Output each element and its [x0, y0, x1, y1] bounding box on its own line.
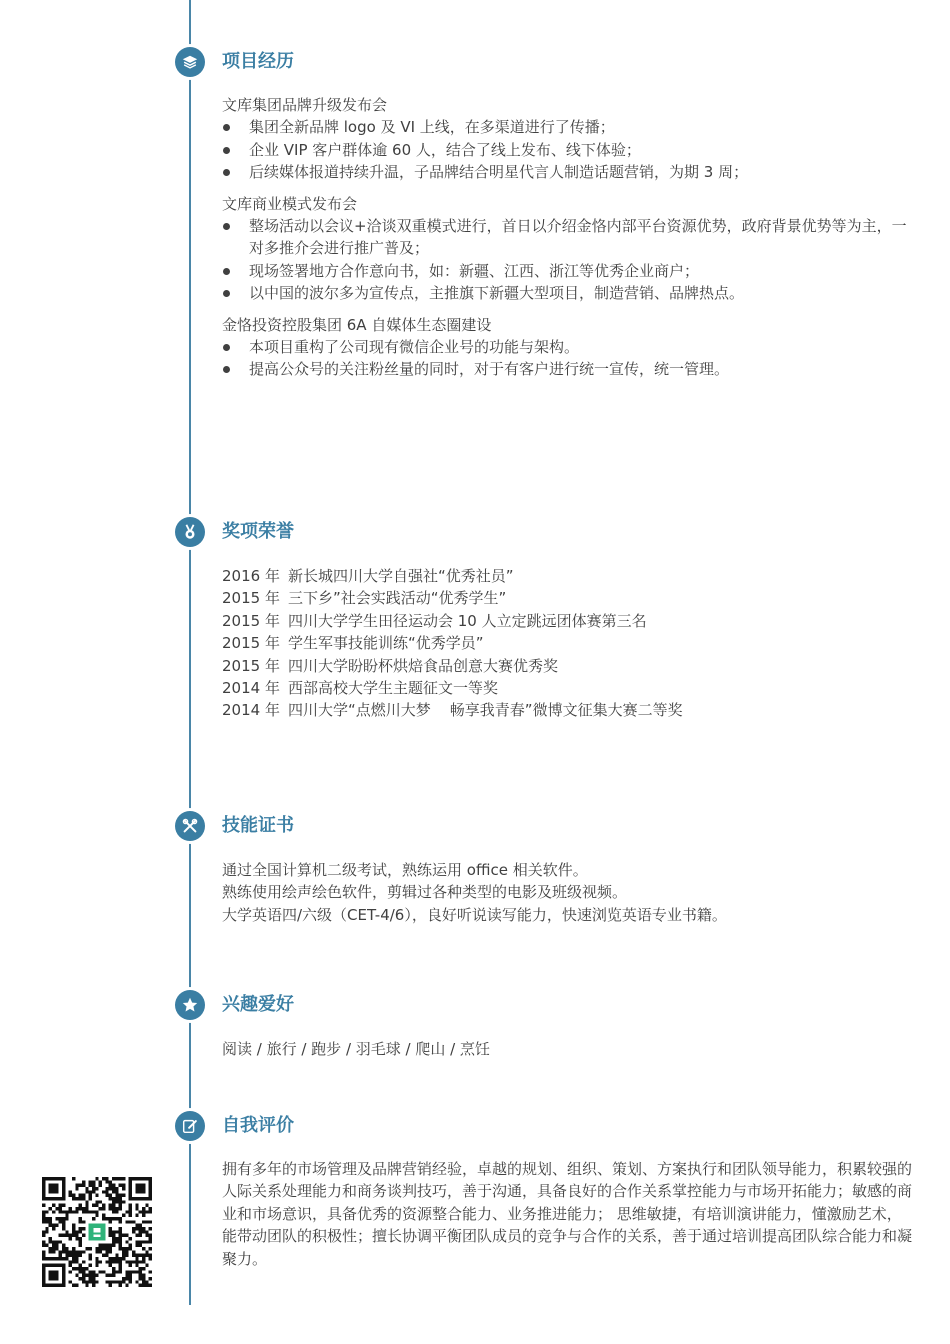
timeline-line [189, 0, 191, 1305]
section-title: 自我评价 [222, 1115, 294, 1136]
project-title: 文库集团品牌升级发布会 [222, 96, 388, 114]
award-year: 2016 年 [222, 567, 280, 585]
project-bullets [222, 215, 912, 305]
award-text: 四川大学学生田径运动会 10 人立定跳远团体赛第三名 [287, 611, 647, 630]
award-text: 四川大学盼盼杯烘焙食品创意大赛优秀奖 [287, 656, 558, 675]
self-eval-text [222, 1158, 912, 1270]
awards-list [222, 565, 912, 722]
bullet-item: 本项目重构了公司现有微信企业号的功能与架构。 [222, 336, 912, 358]
bullet-item: 以中国的波尔多为宣传点，主推旗下新疆大型项目，制造营销、品牌热点。 [222, 282, 912, 304]
bullet-item: 现场签署地方合作意向书，如：新疆、江西、浙江等优秀企业商户； [222, 260, 912, 282]
qr-code-icon [42, 1177, 152, 1287]
section-title: 技能证书 [222, 815, 294, 836]
section-title: 兴趣爱好 [222, 994, 294, 1015]
edit-icon [175, 1111, 205, 1141]
skill-line: 通过全国计算机二级考试，熟练运用 office 相关软件。 [222, 861, 588, 879]
award-text: 新长城四川大学自强社“优秀社员” [287, 567, 514, 585]
skills-list [222, 859, 912, 926]
bullet-item: 企业 VIP 客户群体逾 60 人，结合了线上发布、线下体验； [222, 139, 912, 161]
award-row [222, 655, 912, 677]
layers-icon [175, 47, 205, 77]
star-icon [175, 990, 205, 1020]
award-year: 2015 年 [222, 634, 280, 653]
tools-icon [175, 811, 205, 841]
award-row [222, 699, 912, 721]
section-title: 项目经历 [222, 51, 294, 72]
skill-line: 大学英语四/六级（CET-4/6），良好听说读写能力，快速浏览英语专业书籍。 [222, 905, 727, 924]
medal-icon [175, 517, 205, 547]
project-block [222, 314, 912, 381]
award-text: 三下乡”社会实践活动“优秀学生” [287, 589, 507, 608]
award-year: 2015 年 [222, 589, 280, 608]
projects-list [222, 94, 912, 390]
project-bullets [222, 116, 912, 183]
hobbies-text [222, 1038, 912, 1060]
award-row [222, 565, 912, 587]
award-row [222, 632, 912, 654]
project-block [222, 94, 912, 184]
bullet-item: 整场活动以会议+洽谈双重模式进行，首日以介绍金恪内部平台资源优势，政府背景优势等为主，一对多推介会进行推广普及； [222, 215, 912, 260]
bullet-item: 提高公众号的关注粉丝量的同时，对于有客户进行统一宣传，统一管理。 [222, 358, 912, 380]
bullet-item: 后续媒体报道持续升温，子品牌结合明星代言人制造话题营销，为期 3 周； [222, 161, 912, 183]
project-title: 文库商业模式发布会 [222, 194, 358, 213]
project-bullets [222, 336, 912, 381]
award-text: 西部高校大学生主题征文一等奖 [287, 679, 498, 698]
award-year: 2014 年 [222, 679, 280, 698]
award-row [222, 610, 912, 632]
award-text: 四川大学“点燃川大梦 畅享我青春”微博文征集大赛二等奖 [287, 701, 683, 720]
award-row [222, 587, 912, 609]
project-block [222, 193, 912, 305]
award-row [222, 677, 912, 699]
award-year: 2015 年 [222, 611, 280, 630]
award-year: 2014 年 [222, 701, 280, 720]
self-eval-paragraph: 拥有多年的市场管理及品牌营销经验，卓越的规划、组织、策划、方案执行和团队领导能力，积累较强的人际关系处理能力和商务谈判技巧，善于沟通，具备良好的合作关系掌控能力与市场开拓能力；敏感的商业和市场意识，具备优秀的资源整合能力、业务推进能力； 思维敏捷，有培训演讲能力，懂激励艺术，能带动团队的积极性；擅长协调平衡团队成员的竞争与合作的关系，善于通过培训提高团队综合能力和凝聚力。 [222, 1160, 913, 1268]
section-title: 奖项荣誉 [222, 521, 294, 542]
project-title: 金恪投资控股集团 6A 自媒体生态圈建设 [222, 315, 492, 334]
bullet-item: 集团全新品牌 logo 及 VI 上线，在多渠道进行了传播； [222, 116, 912, 138]
award-year: 2015 年 [222, 656, 280, 675]
award-text: 学生军事技能训练“优秀学员” [287, 634, 484, 653]
hobbies-line: 阅读 / 旅行 / 跑步 / 羽毛球 / 爬山 / 烹饪 [222, 1040, 490, 1058]
skill-line: 熟练使用绘声绘色软件，剪辑过各种类型的电影及班级视频。 [222, 883, 628, 902]
